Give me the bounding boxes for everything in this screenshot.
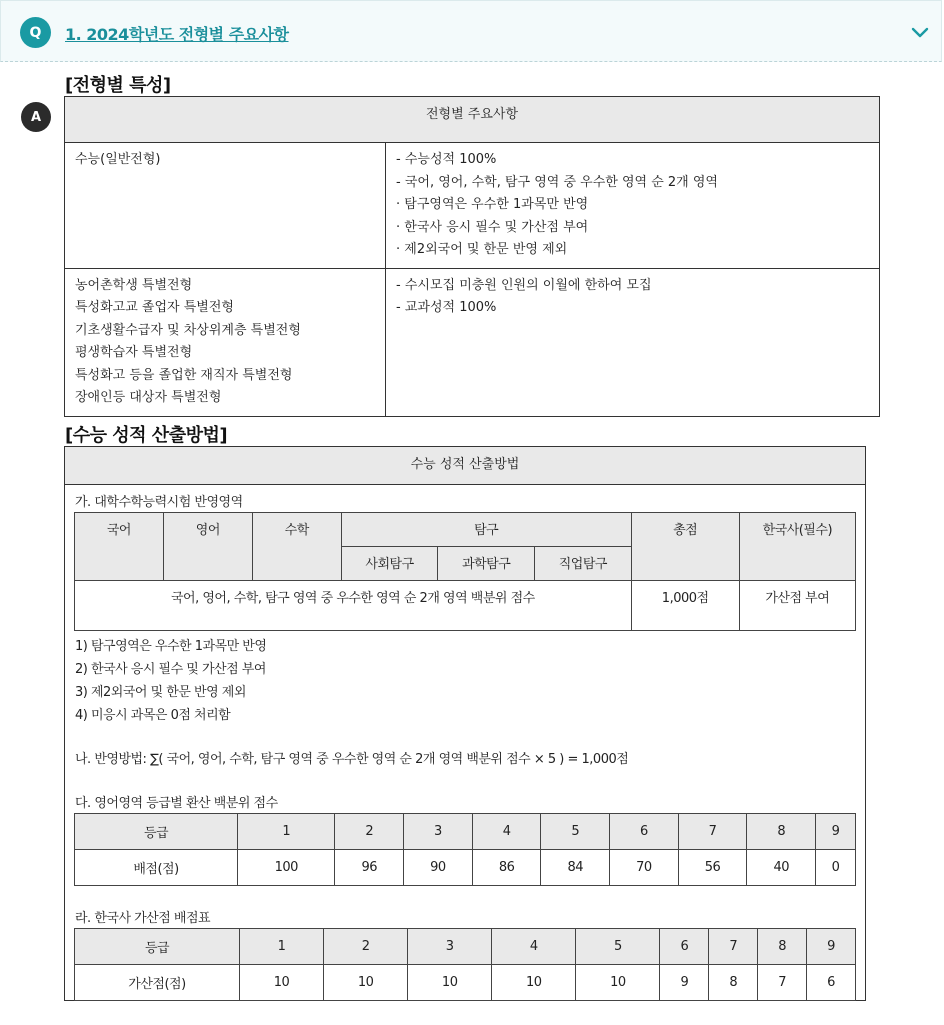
score-header: 배점(점): [75, 850, 238, 886]
table-row: [75, 850, 856, 886]
grade-cell: 6: [610, 814, 679, 850]
subsection-ga-title: 가. 대학수학능력시험 반영영역: [75, 495, 243, 510]
bonus-cell: 10: [492, 965, 576, 1001]
type-line: 기초생활수급자 및 차상위계층 특별전형: [75, 322, 301, 338]
question-badge: Q: [20, 17, 51, 48]
score-cell: 84: [541, 850, 610, 886]
type-line: 농어촌학생 특별전형: [75, 277, 193, 293]
english-grade-table: [74, 813, 856, 886]
header-vocational-inquiry: 직업탐구: [535, 547, 632, 581]
type-line: 특성화고교 졸업자 특별전형: [75, 300, 234, 315]
history-bonus-table: [74, 928, 856, 1001]
reflected-areas-table: [74, 512, 856, 631]
chevron-down-icon[interactable]: [909, 21, 931, 43]
table-row: [65, 143, 880, 269]
subsection-da-title: 다. 영어영역 등급별 환산 백분위 점수: [75, 796, 278, 811]
note-line: 3) 제2외국어 및 한문 반영 제외: [75, 685, 246, 700]
note-line: 1) 탐구영역은 우수한 1과목만 반영: [75, 639, 267, 654]
grade-cell: 3: [408, 929, 492, 965]
bonus-header: 가산점(점): [75, 965, 240, 1001]
grade-cell: 8: [747, 814, 816, 850]
subsection-ra-title: 라. 한국사 가산점 배점표: [75, 911, 211, 926]
detail-line: · 탐구영역은 우수한 1과목만 반영: [396, 197, 589, 212]
row-type-cell: [65, 143, 386, 269]
detail-line: - 수시모집 미충원 인원의 이월에 한하여 모집: [396, 277, 652, 293]
csat-scoring-table: [64, 446, 866, 1001]
grade-cell: 7: [709, 929, 758, 965]
grade-cell: 2: [335, 814, 404, 850]
bonus-cell: 10: [240, 965, 324, 1001]
header-math: 수학: [252, 513, 341, 581]
score-cell: 56: [678, 850, 747, 886]
grade-cell: 4: [472, 814, 541, 850]
type-line: 장애인등 대상자 특별전형: [75, 390, 222, 405]
note-line: 2) 한국사 응시 필수 및 가산점 부여: [75, 662, 266, 677]
answer-badge: A: [21, 102, 51, 132]
score-cell: 40: [747, 850, 816, 886]
note-line: 4) 미응시 과목은 0점 처리함: [75, 708, 231, 723]
detail-line: - 수능성적 100%: [396, 152, 497, 167]
question-title[interactable]: 1. 2024학년도 전형별 주요사항: [65, 25, 289, 44]
table-row: [65, 268, 880, 416]
header-social-inquiry: 사회탐구: [341, 547, 438, 581]
grade-cell: 2: [324, 929, 408, 965]
bonus-cell: 9: [660, 965, 709, 1001]
reflection-description: 국어, 영어, 수학, 탐구 영역 중 우수한 영역 순 2개 영역 백분위 점수: [75, 581, 632, 631]
subsection-na-method: 나. 반영방법: ∑( 국어, 영어, 수학, 탐구 영역 중 우수한 영역 순 2개 영역 백분위 점수 × 5 ) = 1,000점: [75, 752, 629, 767]
header-english: 영어: [163, 513, 252, 581]
row-detail-cell: [386, 143, 880, 269]
table-header: 수능 성적 산출방법: [65, 447, 865, 485]
grade-cell: 5: [541, 814, 610, 850]
section-heading-admission-types: [전형별 특성]: [65, 75, 171, 96]
history-bonus: 가산점 부여: [739, 581, 855, 631]
grade-cell: 4: [492, 929, 576, 965]
detail-line: · 제2외국어 및 한문 반영 제외: [396, 242, 568, 257]
table-row: [75, 965, 856, 1001]
header-korean: 국어: [75, 513, 164, 581]
table-row: [75, 929, 856, 965]
section-heading-csat-scoring: [수능 성적 산출방법]: [65, 425, 228, 446]
score-cell: 70: [610, 850, 679, 886]
detail-line: - 국어, 영어, 수학, 탐구 영역 중 우수한 영역 순 2개 영역: [396, 174, 718, 190]
faq-question-header[interactable]: [0, 0, 942, 62]
table-header: 전형별 주요사항: [65, 97, 880, 143]
header-science-inquiry: 과학탐구: [438, 547, 535, 581]
grade-header: 등급: [75, 814, 238, 850]
bonus-cell: 10: [576, 965, 660, 1001]
score-cell: 86: [472, 850, 541, 886]
grade-cell: 7: [678, 814, 747, 850]
bonus-cell: 10: [324, 965, 408, 1001]
grade-cell: 1: [238, 814, 335, 850]
bonus-cell: 10: [408, 965, 492, 1001]
total-score: 1,000점: [631, 581, 739, 631]
score-cell: 96: [335, 850, 404, 886]
type-line: 특성화고 등을 졸업한 재직자 특별전형: [75, 367, 293, 383]
grade-cell: 3: [404, 814, 473, 850]
admission-types-table: [64, 96, 880, 417]
grade-cell: 9: [807, 929, 856, 965]
bonus-cell: 8: [709, 965, 758, 1001]
bonus-cell: 6: [807, 965, 856, 1001]
grade-header: 등급: [75, 929, 240, 965]
type-line: 수능(일반전형): [75, 152, 161, 167]
grade-cell: 9: [816, 814, 856, 850]
score-cell: 100: [238, 850, 335, 886]
header-inquiry: 탐구: [341, 513, 631, 547]
detail-line: - 교과성적 100%: [396, 300, 497, 315]
type-line: 평생학습자 특별전형: [75, 345, 193, 360]
bonus-cell: 7: [758, 965, 807, 1001]
grade-cell: 5: [576, 929, 660, 965]
header-total: 총점: [631, 513, 739, 581]
header-history: 한국사(필수): [739, 513, 855, 581]
grade-cell: 8: [758, 929, 807, 965]
grade-cell: 6: [660, 929, 709, 965]
score-cell: 0: [816, 850, 856, 886]
table-row: [75, 814, 856, 850]
detail-line: · 한국사 응시 필수 및 가산점 부여: [396, 219, 589, 235]
grade-cell: 1: [240, 929, 324, 965]
row-type-cell: [65, 268, 386, 416]
score-cell: 90: [404, 850, 473, 886]
row-detail-cell: [386, 268, 880, 416]
